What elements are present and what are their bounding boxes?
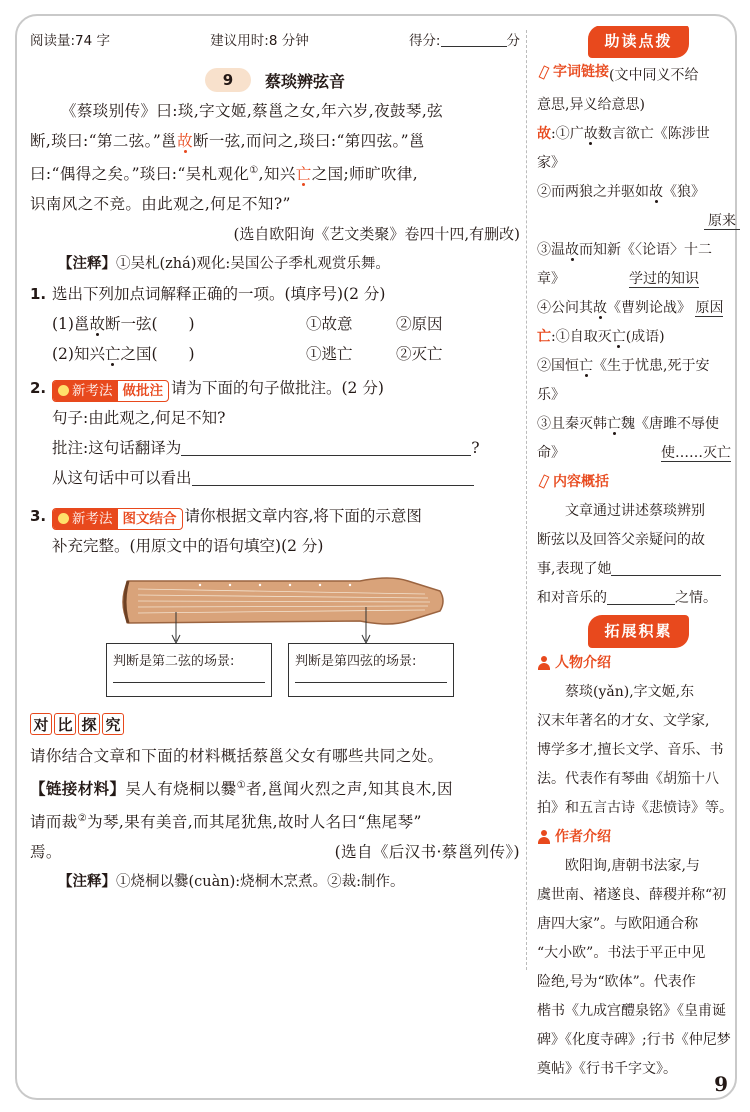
word-entry: 故:①广故数言欲亡《陈涉世 — [537, 125, 710, 142]
person-icon — [537, 656, 551, 670]
article-title-text: 蔡琰辨弦音 — [264, 71, 345, 91]
answer-paren[interactable]: 断一弦( ) — [104, 315, 195, 334]
passage-note: 【注释】①吴札(zhá)观化:吴国公子季札观赏乐舞。 — [58, 256, 390, 273]
sidebar-subheading: 内容概括 — [537, 468, 740, 497]
question-item: (2)知兴亡之国( ) ①逃亡 ②灭亡 — [30, 339, 520, 369]
passage — [30, 96, 520, 249]
scene-box-second-string: 判断是第二弦的场景: — [106, 643, 272, 697]
material-line: 请而裁②为琴,果有美音,而其尾犹焦,故时人名曰“焦尾琴” — [30, 813, 422, 832]
word-entry: 亡:①自取灭亡(成语) — [537, 328, 665, 345]
answer-blank[interactable] — [113, 679, 265, 683]
new-method-badge: 新考法 图文结合 — [52, 508, 183, 530]
material-source: (选自《后汉书·蔡邕列传》) — [334, 843, 520, 862]
answer-blank[interactable] — [607, 589, 675, 605]
new-method-badge: 新考法 做批注 — [52, 380, 169, 402]
lightbulb-icon — [58, 385, 69, 396]
answer-blank[interactable] — [611, 560, 721, 576]
scene-box-fourth-string: 判断是第四弦的场景: — [288, 643, 454, 697]
article-title — [30, 64, 520, 96]
person-icon — [537, 830, 551, 844]
word-entry: ②而两狼之并驱如故《狼》 — [537, 183, 705, 200]
word-entry: ④公问其故《曹刿论战》 原因 — [537, 299, 724, 316]
reading-count: 阅读量:74 字 — [30, 33, 111, 49]
option: ②灭亡 — [396, 345, 443, 364]
passage-source: (选自欧阳询《艺文类聚》卷四十四,有删改) — [233, 225, 520, 244]
lightbulb-icon — [58, 513, 69, 524]
score-blank[interactable] — [441, 34, 507, 47]
score-label: 得分: — [408, 33, 441, 49]
option: ①故意 — [306, 315, 353, 334]
key-word-gu: 故 — [177, 132, 193, 150]
material-note: 【注释】①烧桐以爨(cuàn):烧桐木烹煮。②裁:制作。 — [58, 874, 405, 891]
question-2: 2. 新考法 做批注 请为下面的句子做批注。(2 分) 句子:由此观之,何足不知? 批注:这句话翻译为 ? 从这句话中可以看出 — [30, 373, 520, 493]
question-number: 2. — [30, 379, 47, 398]
passage-line: 断,琰曰:“第二弦。”邕故断一弦,而问之,琰曰:“第四弦。”邕 — [30, 132, 425, 150]
passage-line: 《蔡琰别传》曰:琰,字文姬,蔡邕之女,年六岁,夜鼓琴,弦 — [61, 102, 444, 120]
sidebar-subheading: 人物介绍 — [537, 649, 740, 678]
question-number: 1. — [30, 285, 47, 304]
answer-blank[interactable] — [295, 679, 447, 683]
pen-icon — [537, 475, 549, 489]
key-word-wang: 亡 — [295, 165, 312, 184]
question-stem: 选出下列加点词解释正确的一项。(填序号)(2 分) — [52, 285, 386, 304]
question-stem: 请你根据文章内容,将下面的示意图 — [184, 507, 422, 526]
article-number: 9 — [205, 68, 251, 92]
word-entry: ③且秦灭韩亡魏《唐雎不辱使 — [537, 415, 719, 432]
question-1 — [30, 279, 520, 369]
word-entry: ③温故而知新《〈论语〉十二 — [537, 241, 712, 258]
passage-line: 识南风之不竞。由此观之,何足不知?” — [30, 195, 291, 214]
sidebar: 助读点拨 字词链接 (文中同义不给 意思,异义给意思) 故:①广故数言欲亡《陈涉世 家》 ②而两狼之并驱如故《狼》 原来 ③温故而知新《〈论语〉十二 章》 学过的知识 ④公问其故《曹刿论战》 原因 亡:①自取灭亡(成语) ②国恒亡《生于忧患,死于安 乐》 ③且秦灭韩亡魏《唐雎不辱使 命》 使……灭亡 内容概括 文章通过讲述蔡琰辨别 断弦以及回答父亲疑问的故 事,表现了她 和对音乐的 之情。 拓展积累 人物介绍 蔡琰(yǎn),字文姬,东 汉末年著名的才女、文学家, 博学多才,擅长文学、音乐、书 法。代表作有琴曲《胡笳十八 拍》和五言古诗《悲愤诗》等。 作者介绍 欧阳询,唐朝书法家,与 虞世南、褚遂良、薛稷并称“初 唐四大家”。与欧阳通合称 “大小欧”。书法于平正中见 险绝,号为“欧体”。代表作 楷书《九成宫醴泉铭》《皇甫诞 碑》《化度寺碑》;行书《仲尼梦 奠帖》《行书千字文》。 — [537, 26, 740, 1084]
sidebar-subheading: 字词链接 — [537, 58, 609, 87]
option: ②原因 — [396, 315, 443, 334]
material-line: 焉。 (选自《后汉书·蔡邕列传》) — [30, 837, 520, 867]
zither-diagram — [30, 567, 520, 707]
sidebar-heading: 拓展积累 — [537, 617, 740, 647]
passage-line: 曰:“偶得之矣。”琰曰:“吴札观化①,知兴亡之国;师旷吹律, — [30, 165, 419, 184]
score-field[interactable] — [409, 29, 520, 49]
question-number: 3. — [30, 507, 47, 526]
answer-paren[interactable]: 之国( ) — [120, 345, 195, 364]
suggested-time: 建议用时:8 分钟 — [210, 33, 309, 49]
option: ①逃亡 — [306, 345, 353, 364]
answer-blank[interactable] — [181, 438, 471, 456]
compare-section — [30, 713, 520, 897]
word-entry: ②国恒亡《生于忧患,死于安 — [537, 357, 710, 374]
question-item: (1)邕故断一弦( ) ①故意 ②原因 — [30, 309, 520, 339]
column-divider — [526, 30, 527, 970]
main-column — [30, 22, 520, 897]
sidebar-heading: 助读点拨 — [537, 26, 740, 56]
answer-blank[interactable] — [192, 468, 474, 486]
info-bar — [30, 22, 520, 56]
score-unit: 分 — [506, 33, 520, 49]
compare-prompt: 请你结合文章和下面的材料概括蔡邕父女有哪些共同之处。 — [30, 747, 444, 766]
question-3: 3. 新考法 图文结合 请你根据文章内容,将下面的示意图 补充完整。(用原文中的语句填空)(2 分) 判断是第二弦的场景: 判断是第四弦的场景: — [30, 501, 520, 707]
compare-heading: 对 比 探 究 — [30, 713, 520, 741]
page-number: 9 — [714, 1072, 728, 1096]
material-line: 【链接材料】吴人有烧桐以爨①者,邕闻火烈之声,知其良木,因 — [30, 780, 453, 799]
question-sentence: 句子:由此观之,何足不知? — [52, 409, 226, 428]
pen-icon — [537, 66, 549, 80]
sidebar-subheading: 作者介绍 — [537, 823, 740, 852]
question-stem: 请为下面的句子做批注。(2 分) — [171, 379, 384, 398]
